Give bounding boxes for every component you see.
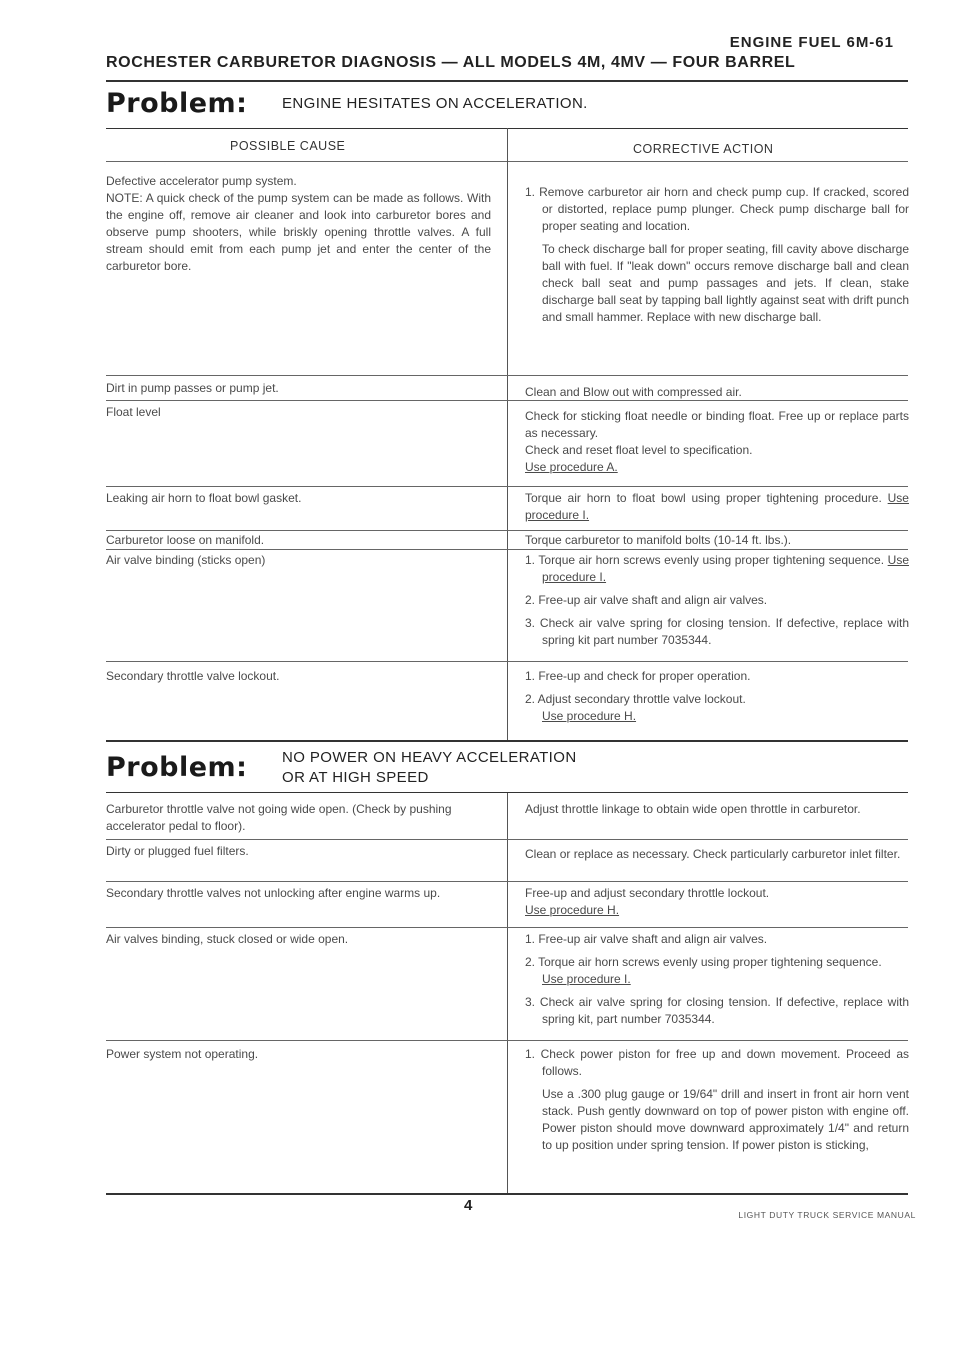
cause-note: NOTE: A quick check of the pump system can be made as follows. With the engine off, remove air cleaner and look into carburetor bores and observe pump shooters, while briskly opening throttle valves. A full stream should emit from each pump jet and enter the center of the carburetor bore. [106,191,491,273]
row-rule [106,927,908,928]
action-cell [525,668,909,725]
action-step: 1. Free-up and check for proper operation. [525,669,751,683]
cause-cell: Float level [106,405,161,419]
action-cell [525,885,909,919]
possible-cause-header: POSSIBLE CAUSE [230,139,346,153]
cause-cell [106,173,491,275]
row-rule [106,400,908,401]
row-rule [106,530,908,531]
action-step: Check for sticking float needle or binding float. Free up or replace parts as necessary. [525,409,909,440]
procedure-reference: Use procedure H. [542,709,637,723]
action-step: 3. Check air valve spring for closing tension. If defective, replace with spring kit, part number 7035344. [525,995,909,1026]
problem-1-bottom-rule [106,740,908,742]
action-step: To check discharge ball for proper seating, fill cavity above discharge ball with fuel. If "leak down" occurs remove discharge ball and clean check ball seat and pump passages and jets. If clean, stake discharge ball seat by tapping ball lightly against seat with drift punch and small hammer. Replace with new discharge ball. [542,242,909,324]
page-number: 4 [464,1197,473,1214]
problem-1-table [106,128,908,740]
action-cell [525,184,909,332]
action-step: 2. Adjust secondary throttle valve lockout. [525,692,746,706]
section-heading: ENGINE FUEL 6M-61 [729,34,894,51]
action-cell [525,408,909,476]
column-divider [507,793,508,1193]
cause-cell: Air valve binding (sticks open) [106,553,266,567]
procedure-reference: Use procedure I. [542,553,909,584]
manual-title: LIGHT DUTY TRUCK SERVICE MANUAL [738,1210,916,1220]
problem-2-label: Problem: [106,752,248,783]
cause-cell: Dirt in pump passes or pump jet. [106,381,279,395]
corrective-action-header: CORRECTIVE ACTION [633,142,774,156]
action-step: 1. Free-up air valve shaft and align air valves. [525,932,768,946]
cause-cell: Power system not operating. [106,1047,259,1061]
action-step: 2. Free-up air valve shaft and align air valves. [525,593,768,607]
cause-cell: Secondary throttle valve lockout. [106,669,280,683]
action-cell: Adjust throttle linkage to obtain wide open throttle in carburetor. [525,802,861,816]
row-rule [106,375,908,376]
action-cell [525,552,909,655]
column-divider [507,128,508,740]
action-step: Use a .300 plug gauge or 19/64" drill and insert in front air horn vent stack. Push gently downward on top of power piston with engine off. Power piston should move downward approximately 1/4" and return to up position under spring tension. If power piston is sticking, [542,1087,909,1152]
action-step: 2. Torque air horn screws evenly using proper tightening sequence. [525,955,882,969]
cause-cell: Air valves binding, stuck closed or wide open. [106,932,349,946]
procedure-reference: Use procedure A. [525,460,618,474]
problem-1-description: ENGINE HESITATES ON ACCELERATION. [282,95,588,112]
cause-text: Defective accelerator pump system. [106,174,297,188]
row-rule [106,1040,908,1041]
action-cell: Torque carburetor to manifold bolts (10-14 ft. lbs.). [525,533,792,547]
cause-cell: Carburetor loose on manifold. [106,533,265,547]
problem-2-table [106,793,908,1193]
row-rule [106,661,908,662]
row-rule [106,486,908,487]
document-title: ROCHESTER CARBURETOR DIAGNOSIS — ALL MODELS 4M, 4MV — FOUR BARREL [106,54,796,71]
procedure-reference: Use procedure I. [542,972,631,986]
row-rule [106,549,908,550]
action-cell: Clean or replace as necessary. Check particularly carburetor inlet filter. [525,847,901,861]
procedure-reference: Use procedure H. [525,903,620,917]
row-rule [106,839,908,840]
cause-cell: Carburetor throttle valve not going wide open. (Check by pushing accelerator pedal to floor). [106,802,452,833]
cause-cell: Leaking air horn to float bowl gasket. [106,491,302,505]
action-step: 1. Torque air horn screws evenly using proper tightening sequence. Use procedure I. [525,553,909,584]
action-step: Torque air horn to float bowl using proper tightening procedure. [525,491,882,505]
action-step: 1. Check power piston for free up and down movement. Proceed as follows. [525,1047,909,1078]
action-cell [525,1046,909,1160]
action-cell: Clean and Blow out with compressed air. [525,385,742,399]
header-rule [106,80,908,82]
procedure-reference: Use procedure I. [525,491,909,522]
page-bottom-rule [106,1193,908,1195]
action-step: 1. Remove carburetor air horn and check pump cup. If cracked, scored or distorted, replace pump plunger. Check pump discharge ball for proper seating and location. [525,185,909,233]
action-cell [525,931,909,1034]
row-rule [106,881,908,882]
action-step: 3. Check air valve spring for closing tension. If defective, replace with spring kit part number 7035344. [525,616,909,647]
problem-1-label: Problem: [106,88,248,119]
action-step: Check and reset float level to specification. [525,443,753,457]
cause-cell: Secondary throttle valves not unlocking after engine warms up. [106,886,441,900]
cause-cell: Dirty or plugged fuel filters. [106,844,249,858]
action-step: Free-up and adjust secondary throttle lockout. [525,886,770,900]
problem-2-description-line-2: OR AT HIGH SPEED [282,769,429,786]
action-cell [525,490,909,524]
problem-2-description-line-1: NO POWER ON HEAVY ACCELERATION [282,749,577,766]
